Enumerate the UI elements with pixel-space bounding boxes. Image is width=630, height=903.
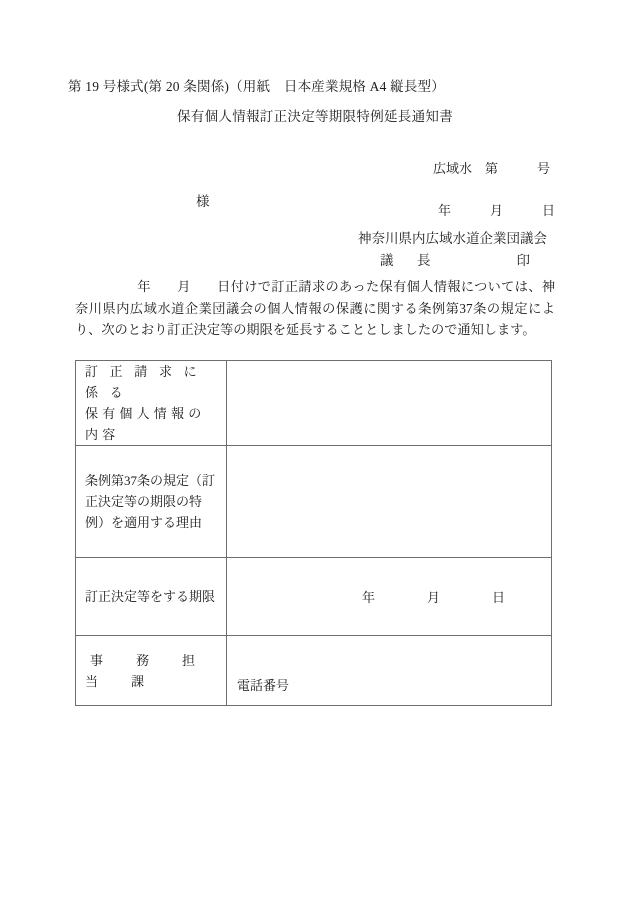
deadline-date-fields: 年 月 日 [362, 590, 506, 605]
addressee-honorific: 様 [196, 194, 210, 209]
row-label-line-1: 条例第37条の規定（訂 [85, 473, 216, 488]
notice-table [75, 360, 552, 706]
row-label-line-2: 保有個人情報の内容 [85, 406, 206, 442]
body-date-month: 月 [176, 279, 191, 294]
row-label-request-content [76, 361, 227, 446]
row-label-section-text: 事 務 担 当 課 [85, 652, 229, 689]
row-value-reason[interactable] [227, 446, 552, 558]
body-text-main: 日付けで訂正請求のあった保有個人情報については、神奈川県内広域水道企業団議会の個人情報の保護に関する条例第37条の規定により、次のとおり訂正決定等の期限を延長することとしましたので通知します。 [75, 279, 556, 337]
body-paragraph [75, 276, 555, 341]
document-number-line: 広域水 第 号 [432, 161, 550, 176]
issuer-role-row [358, 250, 534, 272]
row-label-line-1: 訂 正 請 求 に 係 る [85, 364, 201, 400]
table-row [76, 636, 552, 706]
table-row [76, 446, 552, 558]
issuer-organization: 神奈川県内広域水道企業団議会 [358, 231, 547, 246]
row-label-line-3: 例）を適用する理由 [85, 515, 203, 530]
form-number-label: 第 19 号様式(第 20 条関係)（用紙 日本産業規格 A4 縦長型） [68, 79, 445, 94]
telephone-number-label: 電話番号 [237, 678, 290, 693]
row-value-deadline[interactable] [227, 558, 552, 636]
row-label-section [76, 636, 227, 706]
row-value-request-content[interactable] [227, 361, 552, 446]
row-label-reason [76, 446, 227, 558]
table-row [76, 558, 552, 636]
table-row [76, 361, 552, 446]
row-label-deadline: 訂正決定等をする期限 [76, 558, 227, 636]
seal-mark: 印 [516, 253, 530, 268]
issuer-role: 議 長 [380, 253, 436, 268]
row-value-section[interactable] [227, 636, 552, 706]
document-date-line: 年 月 日 [437, 203, 555, 218]
page-title: 保有個人情報訂正決定等期限特例延長通知書 [177, 109, 453, 124]
row-label-line-2: 正決定等の期限の特 [85, 494, 203, 509]
body-date-year: 年 [137, 279, 151, 294]
issuer-block [358, 228, 547, 272]
